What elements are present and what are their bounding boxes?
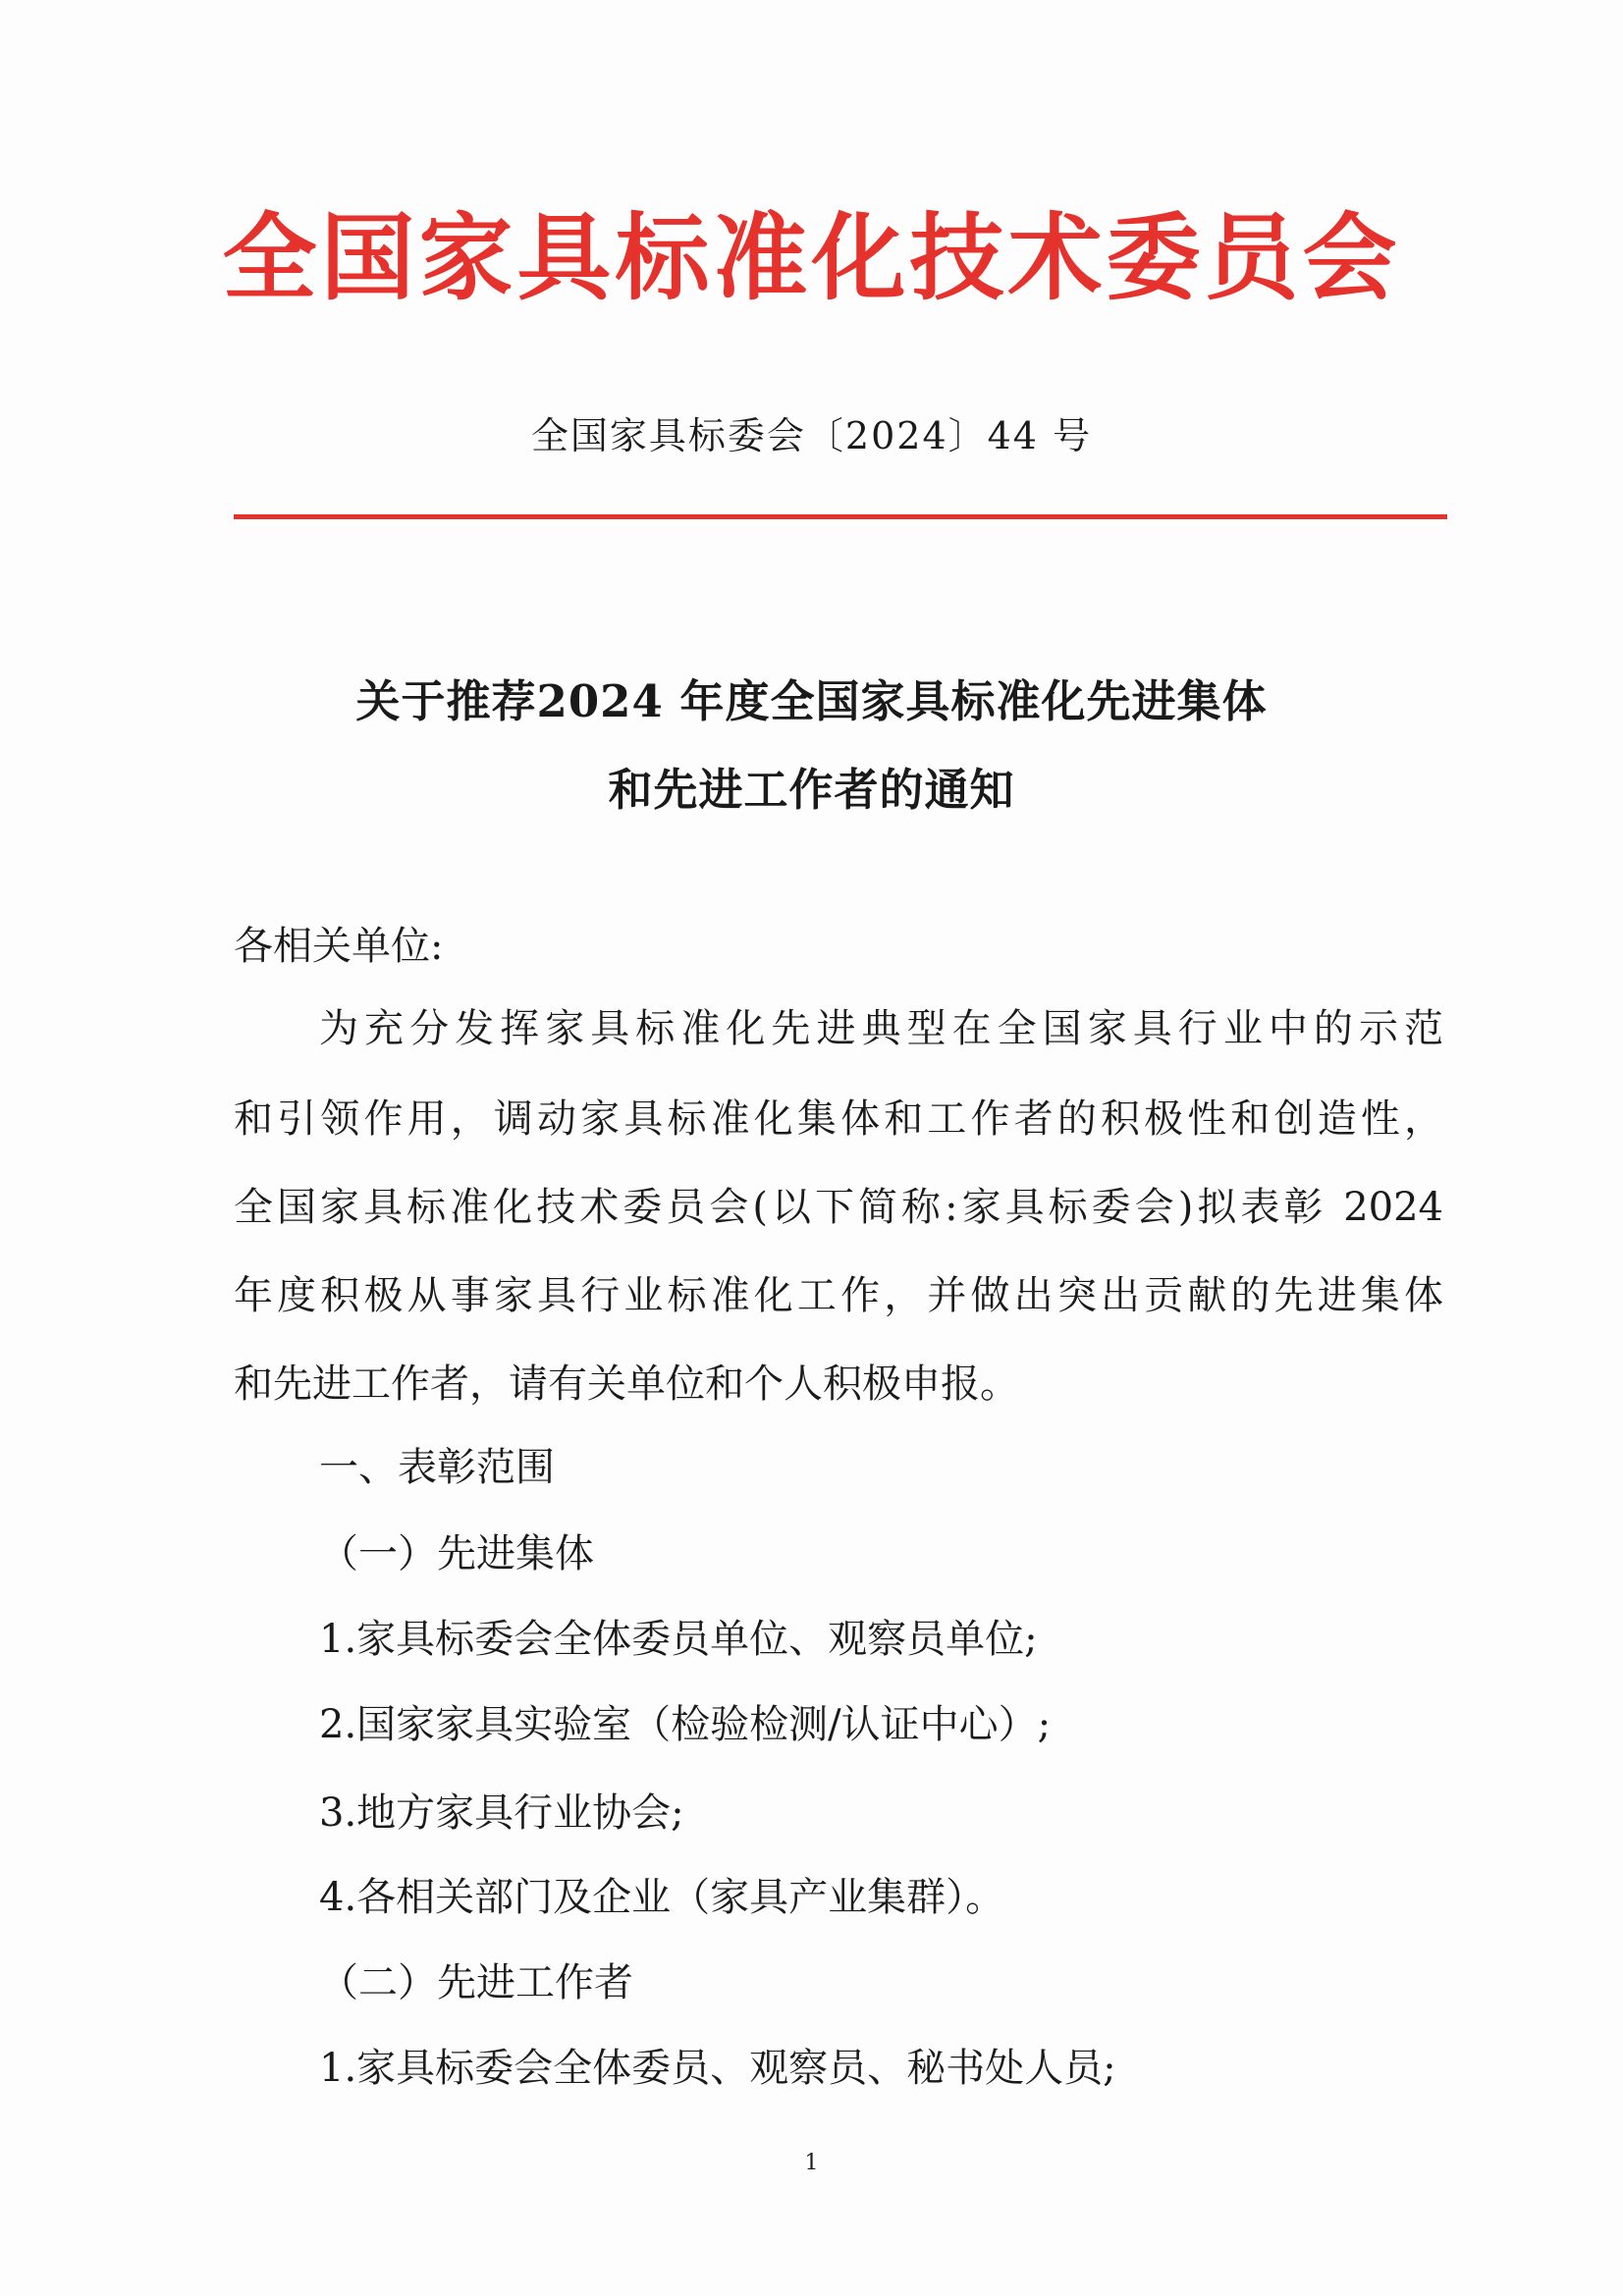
document-number: 全国家具标委会〔2024〕44 号: [530, 414, 1093, 457]
red-divider-line: [234, 514, 1447, 519]
list-item: 1.家具标委会全体委员、观察员、秘书处人员;: [319, 2046, 1116, 2091]
notice-title-line-2: 和先进工作者的通知: [608, 764, 1015, 816]
list-item: 2.国家家具实验室（检验检测/认证中心）;: [319, 1702, 1052, 1747]
notice-title-line-1: 关于推荐2024 年度全国家具标准化先进集体: [355, 675, 1268, 727]
salutation: 各相关单位:: [234, 924, 444, 969]
subsection-heading-workers: （二）先进工作者: [319, 1960, 633, 2005]
paragraph-line: 和引领作用，调动家具标准化集体和工作者的积极性和创造性，: [234, 1096, 1443, 1142]
list-item: 4.各相关部门及企业（家具产业集群）。: [319, 1875, 1005, 1920]
subsection-heading-collective: （一）先进集体: [319, 1531, 594, 1576]
organization-header-title: 全国家具标准化技术委员会: [222, 203, 1401, 313]
section-heading-scope: 一、表彰范围: [319, 1445, 555, 1490]
paragraph-line: 为充分发挥家具标准化先进典型在全国家具行业中的示范: [319, 1006, 1443, 1051]
list-item: 3.地方家具行业协会;: [319, 1790, 684, 1836]
page-number: 1: [804, 2151, 819, 2175]
paragraph-line: 全国家具标准化技术委员会(以下简称:家具标委会)拟表彰 2024: [234, 1185, 1443, 1230]
paragraph-line: 和先进工作者，请有关单位和个人积极申报。: [234, 1362, 1019, 1407]
paragraph-line: 年度积极从事家具行业标准化工作，并做出突出贡献的先进集体: [234, 1273, 1443, 1318]
list-item: 1.家具标委会全体委员单位、观察员单位;: [319, 1617, 1038, 1662]
